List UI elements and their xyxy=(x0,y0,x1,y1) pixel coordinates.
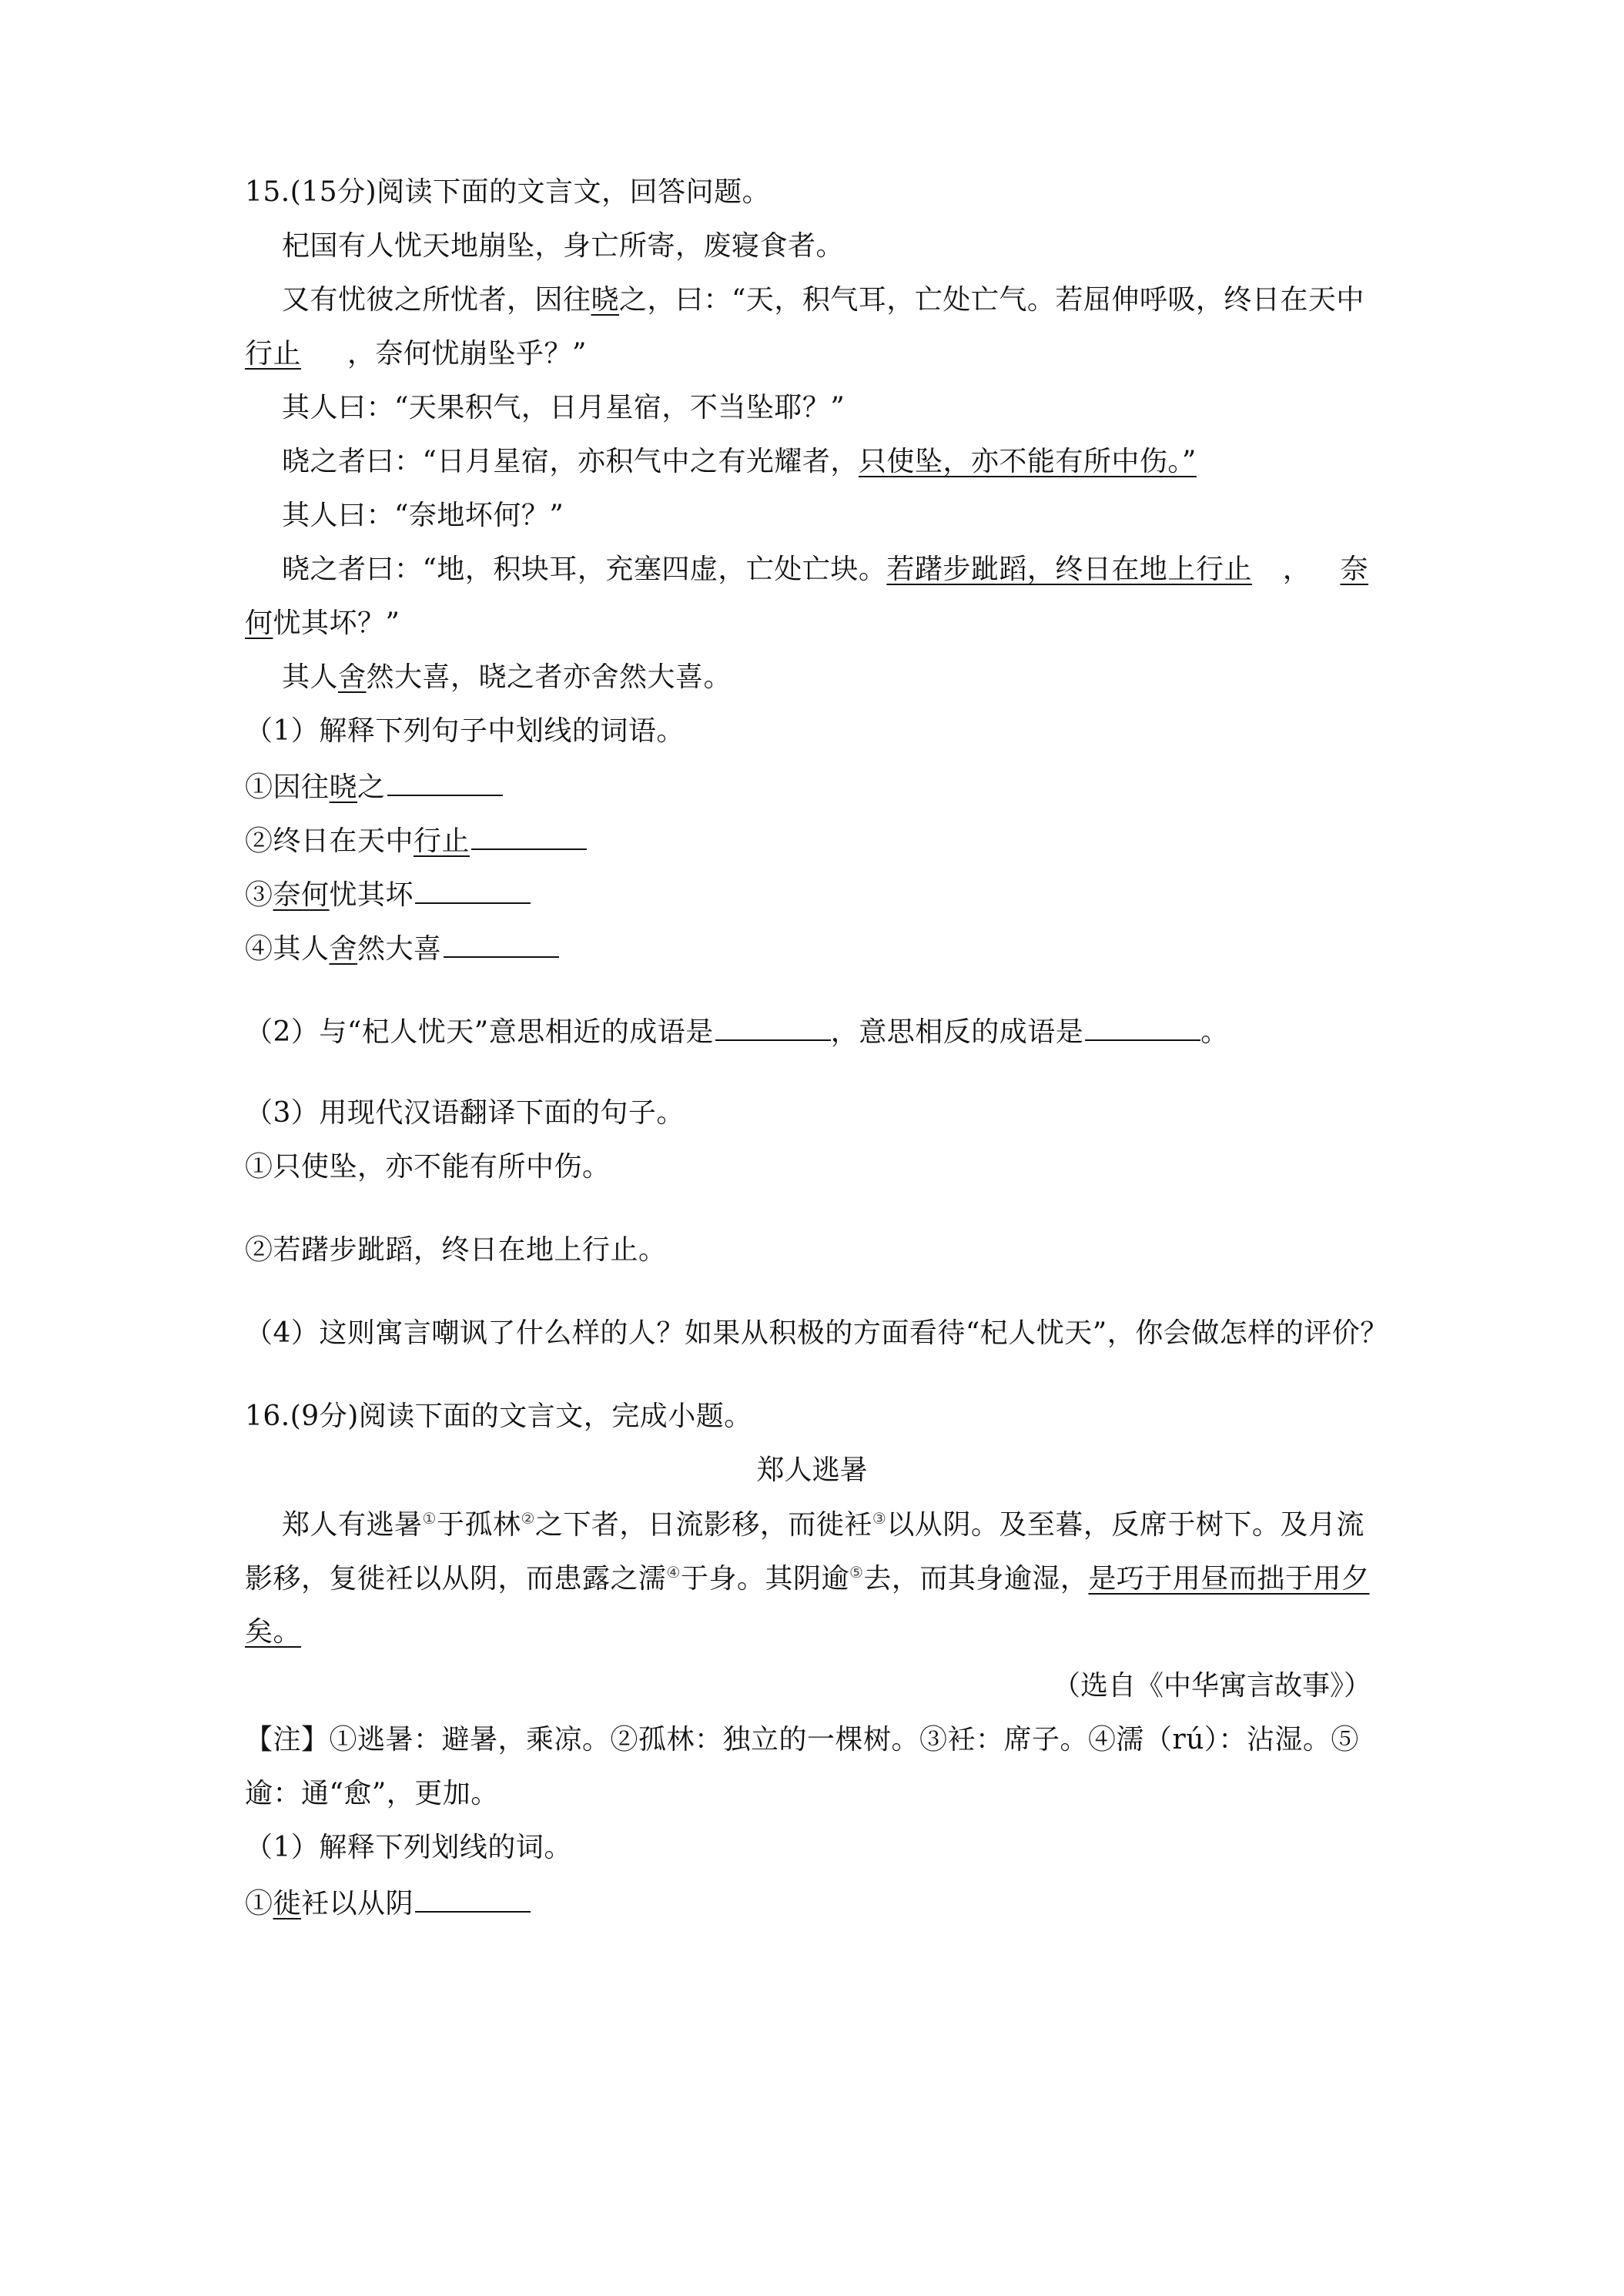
answer-blank-similar[interactable] xyxy=(715,1016,831,1041)
passage-text: 之下者，日流影移，而徙衽 xyxy=(534,1509,872,1541)
passage-16-source xyxy=(1053,1672,1371,1700)
prompt-text: （1）解释下列划线的词。 xyxy=(245,1832,572,1863)
prompt-text: （3）用现代汉语翻译下面的句子。 xyxy=(245,1097,685,1129)
underlined-sentence: 是巧于用昼而拙于用夕 xyxy=(1088,1563,1370,1595)
passage-15-paragraph-2 xyxy=(282,286,1364,314)
passage-15-paragraph-6 xyxy=(282,556,1368,584)
passage-text: 又有忧彼之所忧者，因往 xyxy=(282,284,591,316)
answer-blank[interactable] xyxy=(415,879,531,904)
underlined-word: 舍 xyxy=(338,661,367,693)
prompt-text: （1）解释下列句子中划线的词语。 xyxy=(245,715,685,747)
item-text: 衽以从阴 xyxy=(301,1888,414,1919)
footnote-marker: ① xyxy=(422,1509,437,1528)
q15-sub4 xyxy=(245,1317,1388,1349)
passage-15-paragraph-3 xyxy=(282,394,845,422)
passage-16-line-1 xyxy=(282,1511,1364,1539)
q15-sub2 xyxy=(245,1016,1229,1046)
question-16-header-text: 16.(9分)阅读下面的文言文，完成小题。 xyxy=(245,1401,752,1432)
answer-blank[interactable] xyxy=(387,771,503,796)
passage-text: ， xyxy=(1282,554,1311,585)
item-text: 之 xyxy=(357,771,386,803)
underlined-word: 舍 xyxy=(329,933,358,965)
q15-sub1-item-3 xyxy=(245,879,531,909)
passage-text: 其人曰：“天果积气，日月星宿，不当坠耶？” xyxy=(282,392,845,423)
title-text: 郑人逃暑 xyxy=(756,1454,868,1486)
passage-15-paragraph-1 xyxy=(282,230,845,262)
prompt-text: （2）与“杞人忧天”意思相近的成语是 xyxy=(245,1016,714,1048)
q15-sub1-item-4 xyxy=(245,933,559,963)
passage-text: 影移，复徙衽以从阴，而患露之濡 xyxy=(245,1563,667,1595)
passage-16-title xyxy=(0,1454,1624,1486)
passage-text: 晓之者曰：“地，积块耳，充塞四虚，亡处亡块。 xyxy=(282,554,887,585)
footnote-marker: ⑤ xyxy=(849,1563,864,1581)
item-text: ②终日在天中 xyxy=(245,825,414,857)
passage-text: 其人曰：“奈地坏何？” xyxy=(282,500,564,531)
underlined-word: 行止 xyxy=(245,338,302,370)
question-15-header xyxy=(245,176,771,208)
passage-text: 于孤林 xyxy=(436,1509,521,1541)
underlined-word: 行止 xyxy=(414,825,470,857)
footnote-marker: ④ xyxy=(666,1563,681,1581)
underlined-word: 奈何 xyxy=(273,879,330,911)
q16-sub1-item-1 xyxy=(245,1888,531,1918)
q16-sub1-prompt xyxy=(245,1834,572,1862)
passage-text: ，奈何忧崩坠乎？” xyxy=(347,338,587,370)
underlined-sentence: 矣。 xyxy=(245,1616,302,1648)
prompt-text: ，意思相反的成语是 xyxy=(830,1016,1084,1048)
prompt-text: 。 xyxy=(1200,1016,1229,1048)
q15-sub3-sentence-2 xyxy=(245,1234,667,1266)
passage-text: 晓之者曰：“日月星宿，亦积气中之有光耀者， xyxy=(282,446,859,477)
passage-15-paragraph-7 xyxy=(282,661,732,693)
question-15-header-text: 15.(15分)阅读下面的文言文，回答问题。 xyxy=(245,176,771,208)
passage-text: 郑人有逃暑 xyxy=(282,1509,423,1541)
item-text: ④其人 xyxy=(245,933,330,965)
q15-sub3-prompt xyxy=(245,1099,685,1127)
sentence-text: ②若躇步跐蹈，终日在地上行止。 xyxy=(245,1234,667,1266)
passage-text: 杞国有人忧天地崩坠，身亡所寄，废寝食者。 xyxy=(282,230,845,262)
passage-16-notes-line-2 xyxy=(245,1780,499,1808)
underlined-word: 晓 xyxy=(329,771,358,803)
item-text: ① xyxy=(245,1888,273,1919)
passage-text: 忧其坏？” xyxy=(273,607,400,639)
passage-16-notes-line-1 xyxy=(245,1726,1359,1754)
q15-sub3-sentence-1 xyxy=(245,1153,611,1181)
passage-15-paragraph-5 xyxy=(282,502,564,530)
passage-16-line-2 xyxy=(245,1565,1369,1593)
q15-sub1-item-2 xyxy=(245,825,587,855)
source-text: （选自《中华寓言故事》） xyxy=(1052,1670,1371,1702)
passage-text: 于身。其阴逾 xyxy=(680,1563,849,1595)
item-text: 忧其坏 xyxy=(329,879,414,911)
underlined-word: 何 xyxy=(245,607,273,639)
underlined-word: 晓 xyxy=(591,284,620,316)
passage-16-line-3 xyxy=(245,1618,301,1646)
notes-text: 【注】①逃暑：避暑，乘凉。②孤林：独立的一棵树。③衽：席子。④濡（rú）：沾湿。⑤ xyxy=(245,1724,1359,1755)
passage-text: 其人 xyxy=(282,661,339,693)
passage-text: 然大喜，晓之者亦舍然大喜。 xyxy=(366,661,732,693)
notes-text: 逾：通“愈”，更加。 xyxy=(245,1778,499,1809)
passage-text: 以从阴。及至暮，反席于树下。及月流 xyxy=(886,1509,1364,1541)
prompt-text: （4）这则寓言嘲讽了什么样的人？如果从积极的方面看待“杞人忧天”，你会做怎样的评价？ xyxy=(245,1317,1388,1349)
underlined-sentence: 若躇步跐蹈，终日在地上行止 xyxy=(886,554,1252,585)
item-text: ①因往 xyxy=(245,771,330,803)
footnote-marker: ② xyxy=(521,1509,535,1528)
answer-blank[interactable] xyxy=(415,1888,531,1913)
answer-blank[interactable] xyxy=(471,825,587,850)
answer-blank[interactable] xyxy=(444,933,559,958)
passage-15-paragraph-4 xyxy=(282,448,1197,476)
passage-text: 之，曰：“天，积气耳，亡处亡气。若屈伸呼吸，终日在天中 xyxy=(619,284,1364,316)
question-16-header xyxy=(245,1403,752,1431)
underlined-sentence: 只使坠，亦不能有所中伤。” xyxy=(858,446,1197,477)
underlined-word: 奈 xyxy=(1340,554,1368,585)
sentence-text: ①只使坠，亦不能有所中伤。 xyxy=(245,1151,611,1183)
answer-blank-opposite[interactable] xyxy=(1085,1016,1200,1041)
passage-15-paragraph-2-cont xyxy=(245,340,587,368)
item-text: ③ xyxy=(245,879,273,911)
passage-15-paragraph-6-cont xyxy=(245,607,400,639)
underlined-word: 徙 xyxy=(273,1888,302,1919)
q15-sub1-item-1 xyxy=(245,771,503,802)
passage-text: 去，而其身逾湿， xyxy=(863,1563,1089,1595)
footnote-marker: ③ xyxy=(872,1509,887,1528)
q15-sub1-prompt xyxy=(245,715,685,747)
item-text: 然大喜 xyxy=(357,933,442,965)
